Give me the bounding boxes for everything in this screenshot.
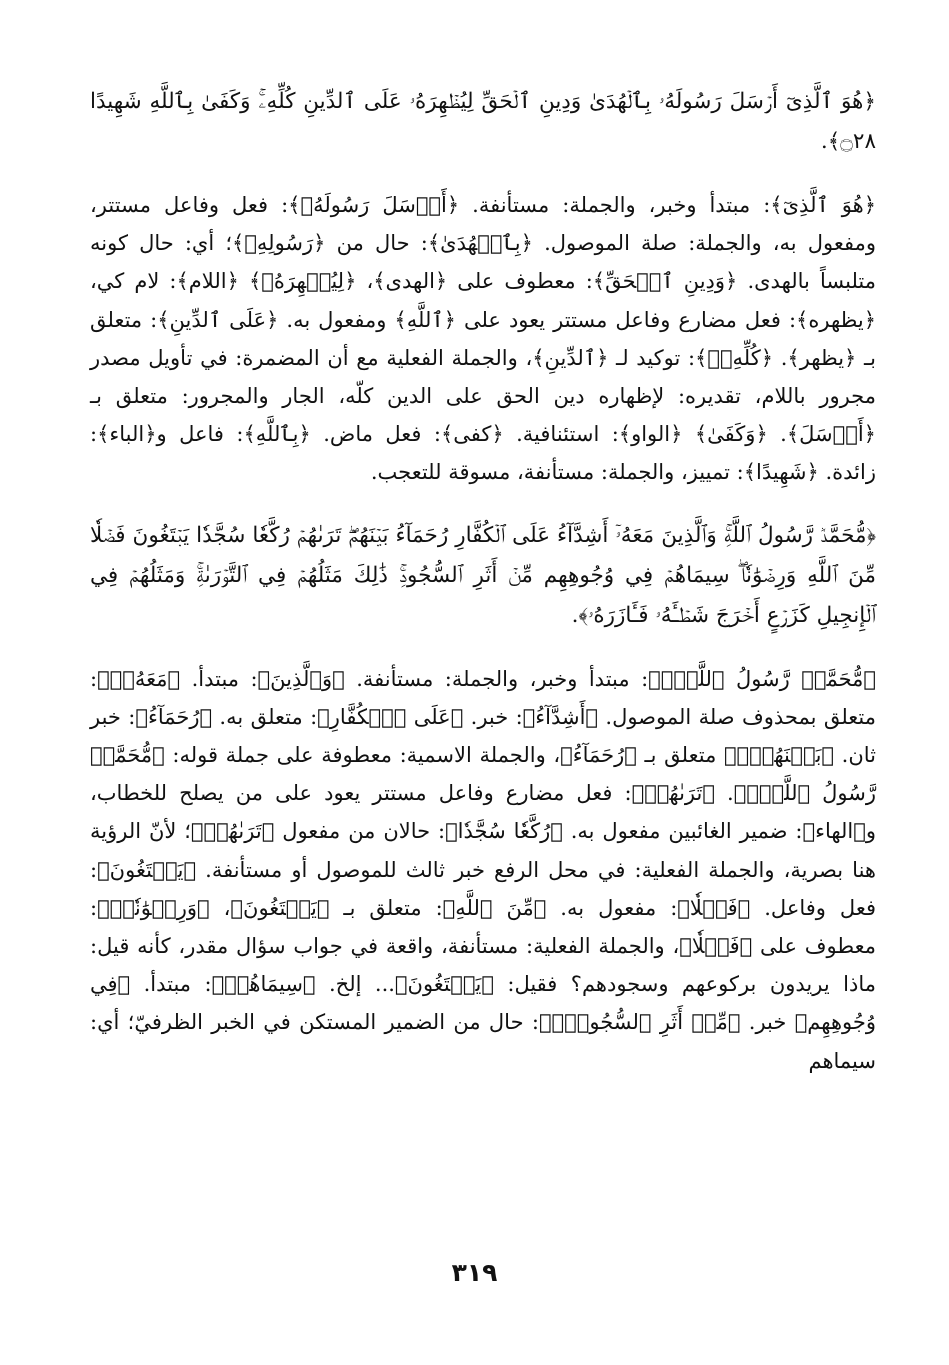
paragraph-gap xyxy=(90,162,876,186)
paragraph-gap xyxy=(90,492,876,516)
commentary-verse-29: ﴿مُّحَمَّدٞ رَّسُولُ ٱللَّهِۚ﴾: مبتدأ وخبر، والجملة: مستأنفة. ﴿وَٱلَّذِينَ﴾: مبتدأ. ﴿مَعَهُۥٓ﴾: متعلق بمحذوف صلة الموصول. ﴿أَشِدَّآءُ﴾: خبر. ﴿عَلَى ٱلۡكُفَّارِ﴾: متعلق به. ﴿رُحَمَآءُ﴾: خبر ثان. ﴿بَيۡنَهُمۡۖ﴾ متعلق بـ ﴿رُحَمَآءُ﴾، والجملة الاسمية: معطوفة على جملة قوله: ﴿مُّحَمَّدٞ رَّسُولُ ٱللَّهِۚ﴾. ﴿تَرَىٰهُمۡ﴾: فعل مضارع وفاعل مستتر يعود على من يصلح للخطاب، و﴿الهاء﴾: ضمير الغائبين مفعول به. ﴿رُكَّعٗا سُجَّدٗا﴾: حالان من مفعول ﴿تَرَىٰهُمۡ﴾؛ لأنّ الرؤية هنا بصرية، والجملة الفعلية: في محل الرفع خبر ثالث للموصول أو مستأنفة. ﴿يَبۡتَغُونَ﴾: فعل وفاعل. ﴿فَضۡلٗا﴾: مفعول به. ﴿مِّنَ ٱللَّهِ﴾: متعلق بـ ﴿يَبۡتَغُونَ﴾، ﴿وَرِضۡوَٰنٗاۖ﴾: معطوف على ﴿فَضۡلٗا﴾، والجملة الفعلية: مستأنفة، واقعة في جواب سؤال مقدر، كأنه قيل: ماذا يريدون بركوعهم وسجودهم؟ فقيل: ﴿يَبۡتَغُونَ﴾... إلخ. ﴿سِيمَاهُمۡ﴾: مبتدأ. ﴿فِي وُجُوهِهِم﴾ خبر. ﴿مِّنۡ أَثَرِ ٱلسُّجُودِۚ﴾: حال من الضمير المستكن في الخبر الظرفيّ؛ أي: سيماهم xyxy=(90,666,876,1073)
commentary-verse-28: ﴿هُوَ ٱلَّذِىٓ﴾: مبتدأ وخبر، والجملة: مستأنفة. ﴿أَرۡسَلَ رَسُولَهُۥ﴾: فعل وفاعل مستتر، ومفعول به، والجملة: صلة الموصول. ﴿بِٱلۡهُدَىٰ﴾: حال من ﴿رَسُولِهِۦ﴾؛ أي: حال كونه متلبساً بالهدى. ﴿وَدِينِ ٱلۡحَقِّ﴾: معطوف على ﴿الهدى﴾، ﴿لِيُظۡهِرَهُۥ﴾ ﴿اللام﴾: لام كي، ﴿يظهره﴾: فعل مضارع وفاعل مستتر يعود على ﴿ٱللَّهِ﴾ ومفعول به. ﴿عَلَى ٱلدِّينِ﴾: متعلق بـ ﴿يظهر﴾. ﴿كُلِّهِۦۚ﴾: توكيد لـ ﴿ٱلدِّينِ﴾، والجملة الفعلية مع أن المضمرة: في تأويل مصدر مجرور باللام، تقديره: لإظهاره دين الحق على الدين كلّه، الجار والمجرور: متعلق بـ ﴿أَرۡسَلَ﴾. ﴿وَكَفَىٰ﴾ ﴿الواو﴾: استئنافية. ﴿كفى﴾: فعل ماض. ﴿بِٱللَّهِ﴾: فاعل و﴿الباء﴾: زائدة. ﴿شَهِيدًا﴾: تمييز، والجملة: مستأنفة، مسوقة للتعجب. xyxy=(90,193,876,485)
paragraph-gap xyxy=(90,636,876,660)
page-body xyxy=(90,82,876,1080)
page-number: ٣١٩ xyxy=(451,1258,498,1287)
verse-28: ﴿هُوَ ٱلَّذِىٓ أَرۡسَلَ رَسُولَهُۥ بِٱلۡهُدَىٰ وَدِينِ ٱلۡحَقِّ لِيُظۡهِرَهُۥ عَلَى ٱلدِّينِ كُلِّهِۦۚ وَكَفَىٰ بِٱللَّهِ شَهِيدًا ۝٢٨﴾. xyxy=(90,89,876,154)
verse-29: ﴿مُّحَمَّدٞ رَّسُولُ ٱللَّهِۚ وَٱلَّذِينَ مَعَهُۥٓ أَشِدَّآءُ عَلَى ٱلۡكُفَّارِ رُحَمَآءُ بَيۡنَهُمۡۖ تَرَىٰهُمۡ رُكَّعٗا سُجَّدٗا يَبۡتَغُونَ فَضۡلٗا مِّنَ ٱللَّهِ وَرِضۡوَٰنٗاۖ سِيمَاهُمۡ فِي وُجُوهِهِم مِّنۡ أَثَرِ ٱلسُّجُودِۚ ذَٰلِكَ مَثَلُهُمۡ فِي ٱلتَّوۡرَىٰةِۚ وَمَثَلُهُمۡ فِي ٱلۡإِنجِيلِ كَزَرۡعٍ أَخۡرَجَ شَطۡـَٔهُۥ فَـَٔازَرَهُۥ﴾. xyxy=(90,522,876,628)
